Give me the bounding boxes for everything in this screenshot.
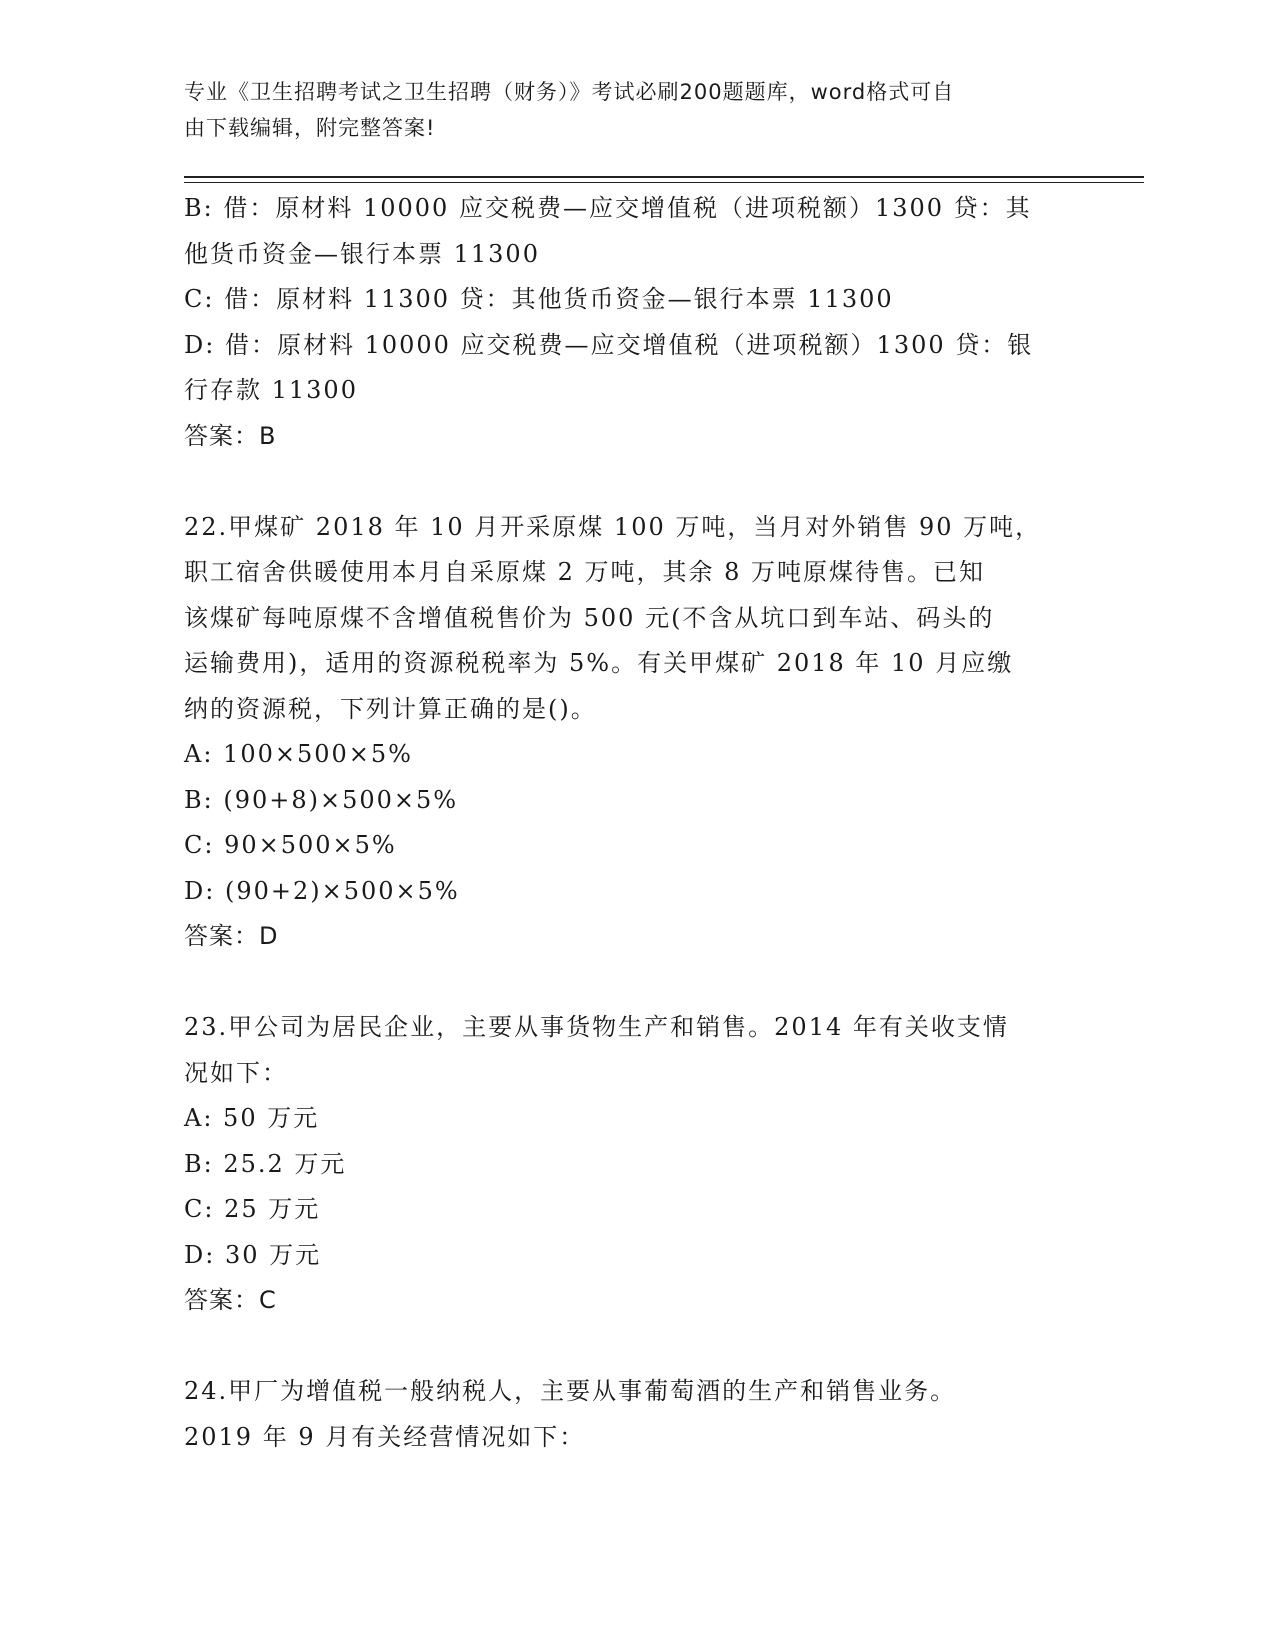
question-stem-line-2: 况如下：: [184, 1058, 288, 1087]
option-c: C: 借：原材料 11300 贷：其他货币资金—银行本票 11300: [184, 285, 894, 313]
option-c: C: 25 万元: [184, 1195, 321, 1223]
question-stem-line-1: 22.甲煤矿 2018 年 10 月开采原煤 100 万吨，当月对外销售 90 万吨，: [184, 512, 1042, 541]
option-b: B: (90+8)×500×5%: [184, 785, 459, 814]
option-a: A: 50 万元: [184, 1104, 320, 1132]
option-d-line-2: 行存款 11300: [184, 376, 358, 404]
question-23: [184, 1005, 1084, 1324]
answer: 答案：D: [184, 922, 279, 950]
question-24: [184, 1369, 1084, 1460]
answer: 答案：C: [184, 1286, 277, 1314]
document-body: [184, 186, 1084, 1460]
header-line-2: 由下载编辑，附完整答案!: [184, 116, 436, 140]
header-rule-thin: [184, 182, 1144, 183]
option-b-line-1: B: 借：原材料 10000 应交税费—应交增值税（进项税额）1300 贷：其: [184, 194, 1032, 222]
option-b: B: 25.2 万元: [184, 1149, 347, 1178]
question-stem-line-1: 23.甲公司为居民企业，主要从事货物生产和销售。2014 年有关收支情: [184, 1013, 1009, 1041]
option-c: C: 90×500×5%: [184, 831, 397, 859]
question-stem-line-2: 2019 年 9 月有关经营情况如下：: [184, 1422, 586, 1451]
document-header: [184, 74, 1084, 146]
answer: 答案：B: [184, 421, 277, 450]
option-d: D: (90+2)×500×5%: [184, 876, 460, 905]
question-stem-line-4: 运输费用)，适用的资源税税率为 5%。有关甲煤矿 2018 年 10 月应缴: [184, 649, 1014, 677]
question-22: [184, 505, 1084, 960]
header-rule-thick: [184, 176, 1144, 178]
question-stem-line-1: 24.甲厂为增值税一般纳税人，主要从事葡萄酒的生产和销售业务。: [184, 1377, 957, 1405]
question-21: [184, 186, 1084, 459]
question-stem-line-3: 该煤矿每吨原煤不含增值税售价为 500 元(不含从坑口到车站、码头的: [184, 603, 995, 632]
question-stem-line-2: 职工宿舍供暖使用本月自采原煤 2 万吨，其余 8 万吨原煤待售。已知: [184, 558, 986, 586]
question-stem-line-5: 纳的资源税，下列计算正确的是()。: [184, 694, 597, 723]
option-d-line-1: D: 借：原材料 10000 应交税费—应交增值税（进项税额）1300 贷：银: [184, 330, 1034, 359]
option-a: A: 100×500×5%: [184, 740, 413, 768]
header-line-1: 专业《卫生招聘考试之卫生招聘（财务）》考试必刷200题题库，word格式可自: [184, 80, 955, 104]
option-b-line-2: 他货币资金—银行本票 11300: [184, 239, 540, 268]
option-d: D: 30 万元: [184, 1240, 322, 1269]
